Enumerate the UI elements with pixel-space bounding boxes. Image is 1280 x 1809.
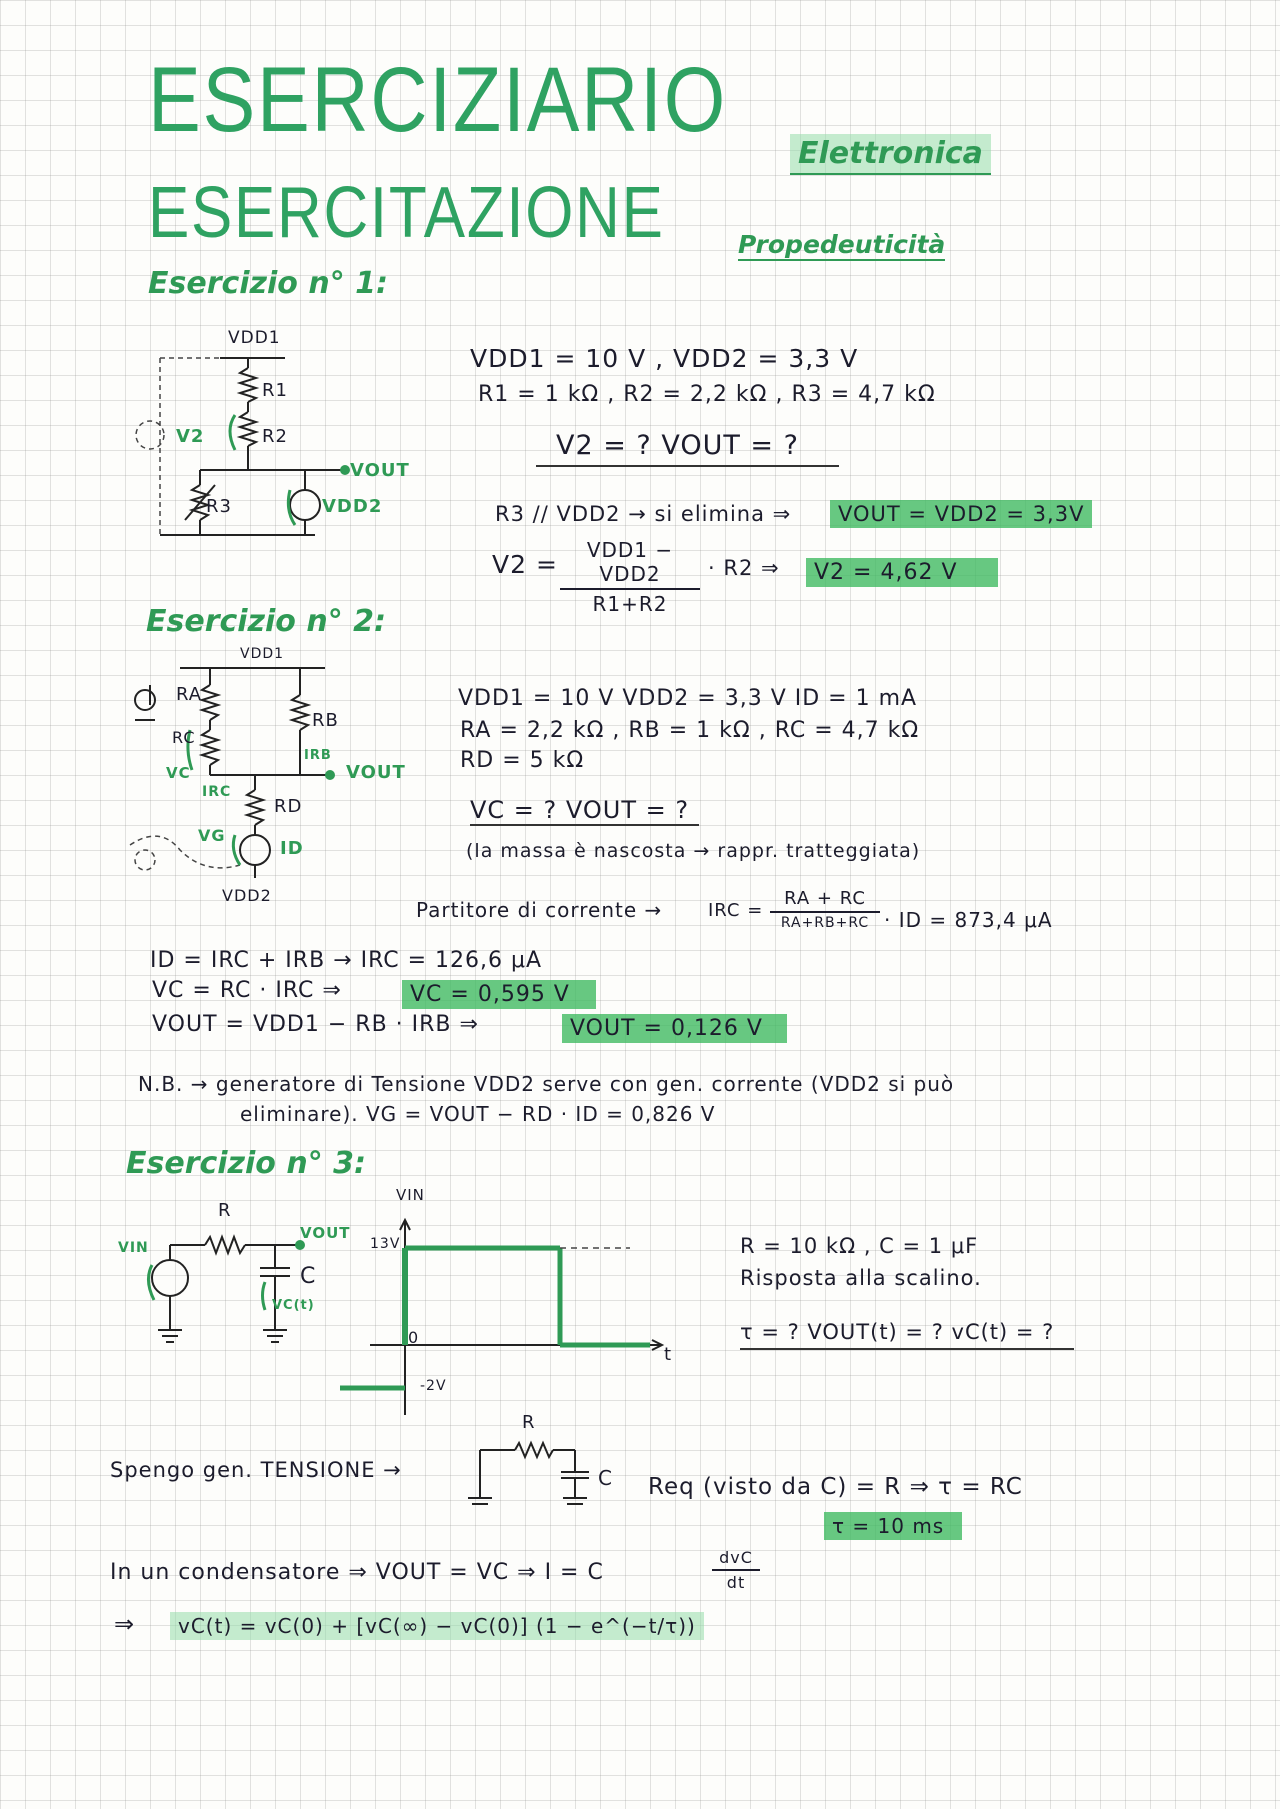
- c3-c-label: C: [300, 1264, 317, 1289]
- ex2-irc-fraction: [770, 888, 880, 931]
- c3-vct-label: VC(t): [272, 1298, 315, 1313]
- ex2-irc-denominator: RA+RB+RC: [780, 915, 870, 931]
- c2-rb-label: RB: [312, 710, 339, 731]
- ex1-v2-multiplier: · R2 ⇒: [708, 556, 780, 580]
- ex1-given-2: R1 = 1 kΩ , R2 = 2,2 kΩ , R3 = 4,7 kΩ: [478, 382, 936, 407]
- ex3-cond-numerator: dvC: [719, 1548, 753, 1567]
- c1-v2-label: V2: [176, 426, 205, 447]
- c1-vdd1-label: VDD1: [228, 328, 281, 348]
- c2-vdd1-label: VDD1: [240, 646, 285, 662]
- c1-vdd2-label: VDD2: [322, 496, 383, 517]
- ex2-note: (la massa è nascosta → rappr. tratteggiata): [466, 840, 921, 862]
- c2-id-label: ID: [280, 838, 304, 859]
- exercise-3-heading: Esercizio n° 3:: [126, 1146, 367, 1181]
- req-circuit-c-label: C: [598, 1466, 613, 1490]
- ex2-divider-label: Partitore di corrente →: [416, 898, 663, 922]
- c2-vc-label: VC: [166, 764, 191, 782]
- graph-origin-label: 0: [408, 1328, 420, 1347]
- ex3-spengo: Spengo gen. TENSIONE →: [110, 1458, 402, 1482]
- subject-label: Elettronica: [790, 134, 991, 175]
- ex3-final-equation: vC(t) = vC(0) + [vC(∞) − vC(0)] (1 − e^(−t/τ)): [170, 1612, 704, 1640]
- exercise-1-heading: Esercizio n° 1:: [148, 266, 389, 301]
- step-graph: [330, 1190, 673, 1420]
- ex2-irc-numerator: RA + RC: [784, 888, 866, 909]
- ex3-given-2: Risposta alla scalino.: [740, 1266, 982, 1290]
- ex3-cond-fraction: [712, 1548, 760, 1592]
- ex2-eq-2: VC = RC · IRC ⇒: [152, 978, 342, 1003]
- ex2-eq-3: VOUT = VDD1 − RB · IRB ⇒: [152, 1012, 479, 1037]
- c3-r-label: R: [218, 1200, 232, 1221]
- ex3-tau-result: τ = 10 ms: [824, 1512, 962, 1540]
- c1-r1-label: R1: [262, 380, 288, 401]
- page-subtitle: ESERCITAZIONE: [148, 173, 665, 253]
- c2-vdd2-label: VDD2: [222, 886, 272, 905]
- ex1-question: V2 = ? VOUT = ?: [536, 430, 839, 467]
- c1-r2-label: R2: [262, 426, 288, 447]
- ex2-eq-1: ID = IRC + IRB → IRC = 126,6 μA: [150, 948, 543, 973]
- ex3-final-prefix: ⇒: [114, 1610, 136, 1638]
- c2-rd-label: RD: [274, 796, 303, 817]
- page-title: ESERCIZIARIO: [148, 49, 727, 151]
- ex2-result-vc: VC = 0,595 V: [402, 980, 596, 1009]
- c3-vout-label: VOUT: [300, 1224, 351, 1242]
- ex2-nb-2: eliminare). VG = VOUT − RD · ID = 0,826 V: [240, 1102, 716, 1126]
- c1-r3-label: R3: [206, 496, 232, 517]
- ex3-given-1: R = 10 kΩ , C = 1 μF: [740, 1234, 979, 1258]
- course-label: Propedeuticità: [738, 230, 946, 259]
- c2-rc-label: RC: [172, 728, 196, 747]
- ex2-given-1: VDD1 = 10 V VDD2 = 3,3 V ID = 1 mA: [458, 686, 918, 711]
- c1-vout-label: VOUT: [350, 460, 410, 481]
- ex1-v2-numerator: VDD1 − VDD2: [586, 538, 674, 586]
- ex1-result-2: V2 = 4,62 V: [806, 558, 998, 587]
- ex1-v2-denominator: R1+R2: [592, 592, 668, 616]
- ex3-cond-line: In un condensatore ⇒ VOUT = VC ⇒ I = C: [110, 1560, 604, 1585]
- c2-vg-label: VG: [198, 826, 226, 845]
- graph-top-label: 13V: [370, 1236, 401, 1252]
- ex3-req: Req (visto da C) = R ⇒ τ = RC: [648, 1474, 1023, 1500]
- ex2-question: VC = ? VOUT = ?: [470, 796, 699, 826]
- ex2-given-3: RD = 5 kΩ: [460, 748, 585, 773]
- ex2-given-2: RA = 2,2 kΩ , RB = 1 kΩ , RC = 4,7 kΩ: [460, 718, 920, 743]
- ex2-nb-1: N.B. → generatore di Tensione VDD2 serve con gen. corrente (VDD2 si può: [138, 1072, 955, 1096]
- ex2-result-vout: VOUT = 0,126 V: [562, 1014, 787, 1043]
- ex1-given-1: VDD1 = 10 V , VDD2 = 3,3 V: [470, 344, 859, 373]
- c2-ra-label: RA: [176, 684, 203, 705]
- graph-bottom-label: -2V: [420, 1378, 447, 1394]
- exercise-2-heading: Esercizio n° 2:: [146, 604, 387, 639]
- graph-x-label: t: [664, 1344, 673, 1365]
- ex1-v2-fraction: [560, 538, 700, 616]
- ex3-question: τ = ? VOUT(t) = ? vC(t) = ?: [740, 1320, 1074, 1350]
- c2-vout-label: VOUT: [346, 762, 406, 783]
- ex2-irc-lhs: IRC =: [708, 900, 764, 921]
- req-circuit-r-label: R: [522, 1412, 536, 1433]
- c2-irc-label: IRC: [202, 784, 232, 800]
- ex1-result-1: VOUT = VDD2 = 3,3V: [830, 500, 1092, 528]
- ex1-step-1: R3 // VDD2 → si elimina ⇒: [495, 502, 792, 526]
- ex1-v2-lhs: V2 =: [492, 550, 558, 579]
- ex3-cond-denominator: dt: [726, 1573, 746, 1592]
- ex2-irc-tail: · ID = 873,4 μA: [884, 908, 1053, 932]
- c3-vin-label: VIN: [118, 1240, 149, 1256]
- c2-irb-label: IRB: [304, 748, 332, 763]
- graph-y-label: VIN: [396, 1186, 425, 1204]
